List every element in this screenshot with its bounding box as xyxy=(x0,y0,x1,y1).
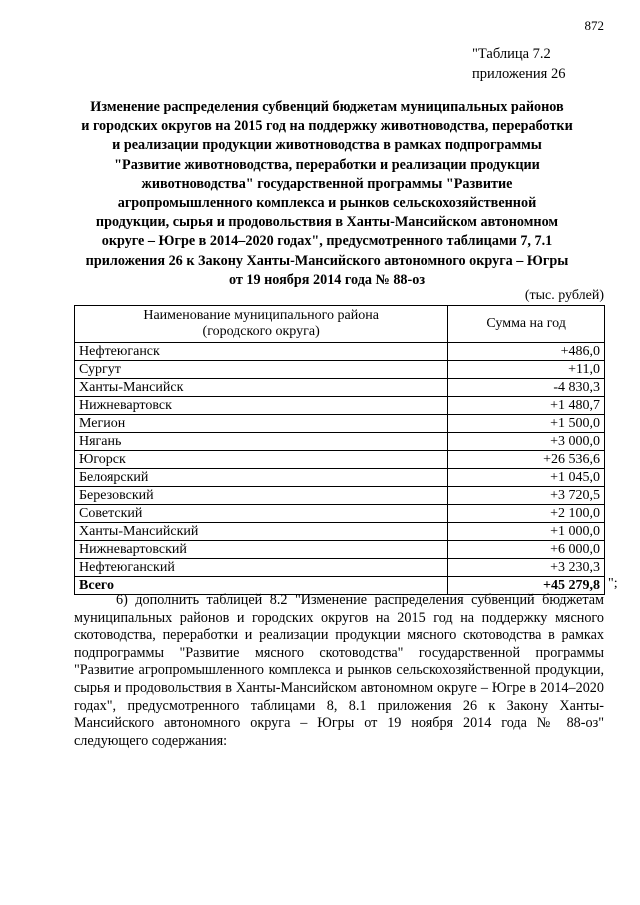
title-line: Изменение распределения субвенций бюджетам муниципальных районов xyxy=(90,99,564,115)
row-name: Нижневартовский xyxy=(75,541,448,559)
row-name: Нефтеюганский xyxy=(75,559,448,577)
table-row xyxy=(75,343,605,361)
table-title xyxy=(62,98,592,290)
subvention-table xyxy=(74,305,605,595)
row-sum: +1 000,0 xyxy=(448,523,605,541)
header-sum: Сумма на год xyxy=(448,306,605,343)
row-name: Сургут xyxy=(75,361,448,379)
table-row xyxy=(75,451,605,469)
header-name-line-1: Наименование муниципального района xyxy=(143,308,379,323)
table-row xyxy=(75,379,605,397)
table-caption xyxy=(472,44,612,84)
page-number: 872 xyxy=(584,18,604,33)
total-name: Всего xyxy=(75,577,448,595)
title-line: и городских округов на 2015 год на поддержку животноводства, переработки xyxy=(81,118,573,135)
row-sum: +1 045,0 xyxy=(448,469,605,487)
row-name: Мегион xyxy=(75,415,448,433)
row-sum: +1 500,0 xyxy=(448,415,605,433)
table-row xyxy=(75,487,605,505)
row-name: Нижневартовск xyxy=(75,397,448,415)
table-row xyxy=(75,505,605,523)
row-sum: +2 100,0 xyxy=(448,505,605,523)
title-line: округе – Югре в 2014–2020 годах", предусмотренного таблицами 7, 7.1 xyxy=(101,233,553,250)
title-line: животноводства" государственной программы "Развитие xyxy=(141,175,513,192)
row-sum: +3 000,0 xyxy=(448,433,605,451)
title-line: от 19 ноября 2014 года № 88-оз xyxy=(228,271,426,288)
title-line: продукции, сырья и продовольствия в Ханты-Мансийском автономном xyxy=(95,214,559,231)
row-name: Советский xyxy=(75,505,448,523)
caption-line-1: "Таблица 7.2 xyxy=(472,46,551,62)
row-name: Ханты-Мансийск xyxy=(75,379,448,397)
table-header-row xyxy=(75,306,605,343)
row-name: Югорск xyxy=(75,451,448,469)
row-sum: -4 830,3 xyxy=(448,379,605,397)
row-sum: +3 720,5 xyxy=(448,487,605,505)
row-sum: +6 000,0 xyxy=(448,541,605,559)
table-row xyxy=(75,415,605,433)
title-line: и реализации продукции животноводства в рамках подпрограммы xyxy=(112,137,542,154)
table-row xyxy=(75,559,605,577)
table-row xyxy=(75,523,605,541)
table-row xyxy=(75,397,605,415)
total-sum: +45 279,8 xyxy=(448,577,605,595)
row-sum: +1 480,7 xyxy=(448,397,605,415)
header-name-line-2: (городского округа) xyxy=(202,324,320,339)
row-sum: +26 536,6 xyxy=(448,451,605,469)
unit-label: (тыс. рублей) xyxy=(524,288,604,303)
amendment-paragraph: 6) дополнить таблицей 8.2 "Изменение распределения субвенций бюджетам муниципальных районов и городских округов на 2015 год на поддержку мясного скотоводства, переработки и реализации продукции мясного скотоводства в рамках подпрограммы "Развитие мясного скотоводства" государственной программы "Развитие агропромышленного комплекса и рынков сельскохозяйственной продукции, сырья и продовольствия в Ханты-Мансийском автономном округе – Югре в 2014–2020 годах", предусмотренного таблицами 8, 8.1 приложения 26 к Закону Ханты-Мансийского автономного округа – Югры от 19 ноября 2014 года № 88-оз" следующего содержания: xyxy=(74,592,604,749)
table-row xyxy=(75,469,605,487)
caption-line-2: приложения 26 xyxy=(472,66,566,82)
header-municipality xyxy=(75,306,448,343)
row-sum: +11,0 xyxy=(448,361,605,379)
title-line: приложения 26 к Закону Ханты-Мансийского автономного округа – Югры xyxy=(85,252,569,269)
table-row xyxy=(75,541,605,559)
row-sum: +486,0 xyxy=(448,343,605,361)
row-name: Нягань xyxy=(75,433,448,451)
row-name: Белоярский xyxy=(75,469,448,487)
row-name: Нефтеюганск xyxy=(75,343,448,361)
table-row xyxy=(75,433,605,451)
title-line: "Развитие животноводства, переработки и реализации продукции xyxy=(114,156,540,173)
title-line: агропромышленного комплекса и рынков сельскохозяйственной xyxy=(117,195,537,212)
row-name: Березовский xyxy=(75,487,448,505)
table-row xyxy=(75,361,605,379)
row-name: Ханты-Мансийский xyxy=(75,523,448,541)
row-sum: +3 230,3 xyxy=(448,559,605,577)
table-closing-quote: "; xyxy=(608,576,618,591)
